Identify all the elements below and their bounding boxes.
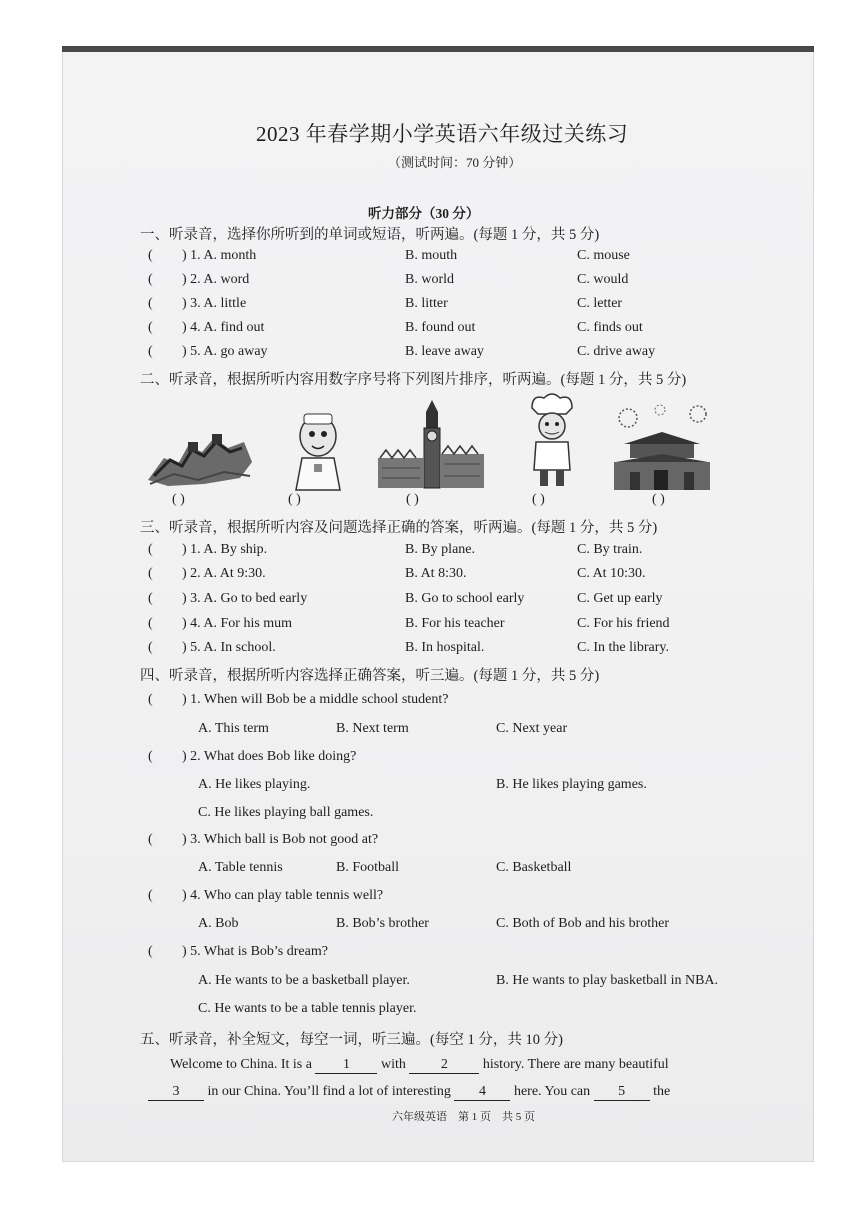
answer-bracket: (: [148, 616, 153, 631]
tiananmen-picture: [610, 404, 714, 492]
answer-bracket: (: [148, 272, 153, 287]
option-a: A. Bob: [198, 916, 239, 931]
option-b: B. found out: [405, 320, 476, 335]
option-a: A. He wants to be a basketball player.: [198, 973, 410, 988]
option-c: C. At 10:30.: [577, 566, 646, 581]
answer-bracket: (: [148, 832, 153, 847]
option-b: B. For his teacher: [405, 616, 505, 631]
answer-bracket: (: [148, 542, 153, 557]
answer-bracket: (: [148, 320, 153, 335]
option-c: C. He wants to be a table tennis player.: [198, 1001, 417, 1016]
question-text: ) 3. Which ball is Bob not good at?: [182, 832, 379, 847]
section2-heading: 二、听录音，根据所听内容用数字序号将下列图片排序，听两遍。(每题 1 分，共 5 分): [140, 372, 687, 388]
option-a: ) 4. A. For his mum: [182, 616, 293, 631]
big-ben-picture: [376, 398, 486, 496]
option-c: C. Get up early: [577, 591, 663, 606]
option-c: C. Basketball: [496, 860, 572, 875]
option-b: B. litter: [405, 296, 448, 311]
question-text: ) 5. What is Bob’s dream?: [182, 944, 328, 959]
option-a: A. Table tennis: [198, 860, 283, 875]
option-a: ) 4. A. find out: [182, 320, 265, 335]
scan-edge-top: [62, 46, 814, 52]
passage-text: here. You can: [513, 1084, 591, 1099]
answer-bracket: (: [148, 566, 153, 581]
answer-bracket: (: [148, 248, 153, 263]
option-c: C. By train.: [577, 542, 643, 557]
listening-heading: 听力部分（30 分）: [368, 206, 480, 221]
great-wall-picture: [144, 418, 256, 490]
option-c: C. mouse: [577, 248, 630, 263]
section1-heading: 一、听录音，选择你所听到的单词或短语，听两遍。(每题 1 分，共 5 分): [140, 227, 600, 243]
option-a: ) 2. A. word: [182, 272, 250, 287]
answer-bracket: (: [148, 640, 153, 655]
option-c: C. Next year: [496, 721, 568, 736]
option-c: C. would: [577, 272, 629, 287]
answer-bracket: (: [148, 296, 153, 311]
picture-answer-bracket: ( ): [288, 492, 301, 507]
exam-title: 2023 年春学期小学英语六年级过关练习: [256, 122, 629, 146]
picture-answer-bracket: ( ): [406, 492, 419, 507]
section5-heading: 五、听录音，补全短文，每空一词，听三遍。(每空 1 分，共 10 分): [140, 1032, 563, 1048]
option-b: B. world: [405, 272, 454, 287]
picture-answer-bracket: ( ): [172, 492, 185, 507]
answer-bracket: (: [148, 749, 153, 764]
option-b: B. Next term: [336, 721, 409, 736]
option-a: ) 2. A. At 9:30.: [182, 566, 266, 581]
option-a: A. He likes playing.: [198, 777, 311, 792]
answer-bracket: (: [148, 344, 153, 359]
option-c: C. drive away: [577, 344, 656, 359]
passage-text: the: [653, 1084, 671, 1099]
option-a: ) 1. A. By ship.: [182, 542, 268, 557]
option-a: A. This term: [198, 721, 269, 736]
option-b: B. At 8:30.: [405, 566, 467, 581]
option-c: C. letter: [577, 296, 623, 311]
answer-bracket: (: [148, 692, 153, 707]
option-b: B. mouth: [405, 248, 458, 263]
question-text: ) 4. Who can play table tennis well?: [182, 888, 384, 903]
option-b: B. Bob’s brother: [336, 916, 429, 931]
option-b: B. Go to school early: [405, 591, 525, 606]
passage-text: Welcome to China. It is a: [170, 1057, 312, 1072]
option-c: C. For his friend: [577, 616, 670, 631]
answer-bracket: (: [148, 591, 153, 606]
option-c: C. finds out: [577, 320, 643, 335]
answer-blank-3[interactable]: 3: [148, 1084, 204, 1101]
option-b: B. He wants to play basketball in NBA.: [496, 973, 719, 988]
option-a: ) 5. A. go away: [182, 344, 268, 359]
passage-text: in our China. You’ll find a lot of interesting: [207, 1084, 451, 1099]
picture-answer-bracket: ( ): [652, 492, 665, 507]
answer-blank-2[interactable]: 2: [409, 1057, 479, 1074]
option-a: ) 5. A. In school.: [182, 640, 276, 655]
passage-text: history. There are many beautiful: [482, 1057, 669, 1072]
passage-line-2: [148, 1084, 670, 1101]
answer-bracket: (: [148, 888, 153, 903]
answer-blank-4[interactable]: 4: [454, 1084, 510, 1101]
chef-picture: [522, 392, 582, 492]
passage-line-1: [170, 1057, 669, 1074]
question-text: ) 1. When will Bob be a middle school student?: [182, 692, 449, 707]
section3-heading: 三、听录音，根据所听内容及问题选择正确的答案，听两遍。(每题 1 分，共 5 分): [140, 520, 658, 536]
option-b: B. Football: [336, 860, 400, 875]
option-b: B. By plane.: [405, 542, 475, 557]
picture-answer-bracket: ( ): [532, 492, 545, 507]
page-footer: 六年级英语 第 1 页 共 5 页: [392, 1111, 535, 1123]
option-a: ) 3. A. Go to bed early: [182, 591, 308, 606]
answer-blank-1[interactable]: 1: [315, 1057, 377, 1074]
answer-blank-5[interactable]: 5: [594, 1084, 650, 1101]
section4-heading: 四、听录音，根据所听内容选择正确答案，听三遍。(每题 1 分，共 5 分): [140, 668, 600, 684]
option-c: C. Both of Bob and his brother: [496, 916, 670, 931]
option-c: C. He likes playing ball games.: [198, 805, 374, 820]
exam-page: [62, 46, 814, 1162]
question-text: ) 2. What does Bob like doing?: [182, 749, 357, 764]
answer-bracket: (: [148, 944, 153, 959]
option-c: C. In the library.: [577, 640, 670, 655]
option-a: ) 1. A. month: [182, 248, 257, 263]
option-b: B. leave away: [405, 344, 484, 359]
exam-time: （测试时间：70 分钟）: [388, 155, 522, 170]
option-b: B. In hospital.: [405, 640, 485, 655]
option-a: ) 3. A. little: [182, 296, 247, 311]
passage-text: with: [380, 1057, 406, 1072]
option-b: B. He likes playing games.: [496, 777, 647, 792]
doctor-picture: [284, 406, 354, 496]
